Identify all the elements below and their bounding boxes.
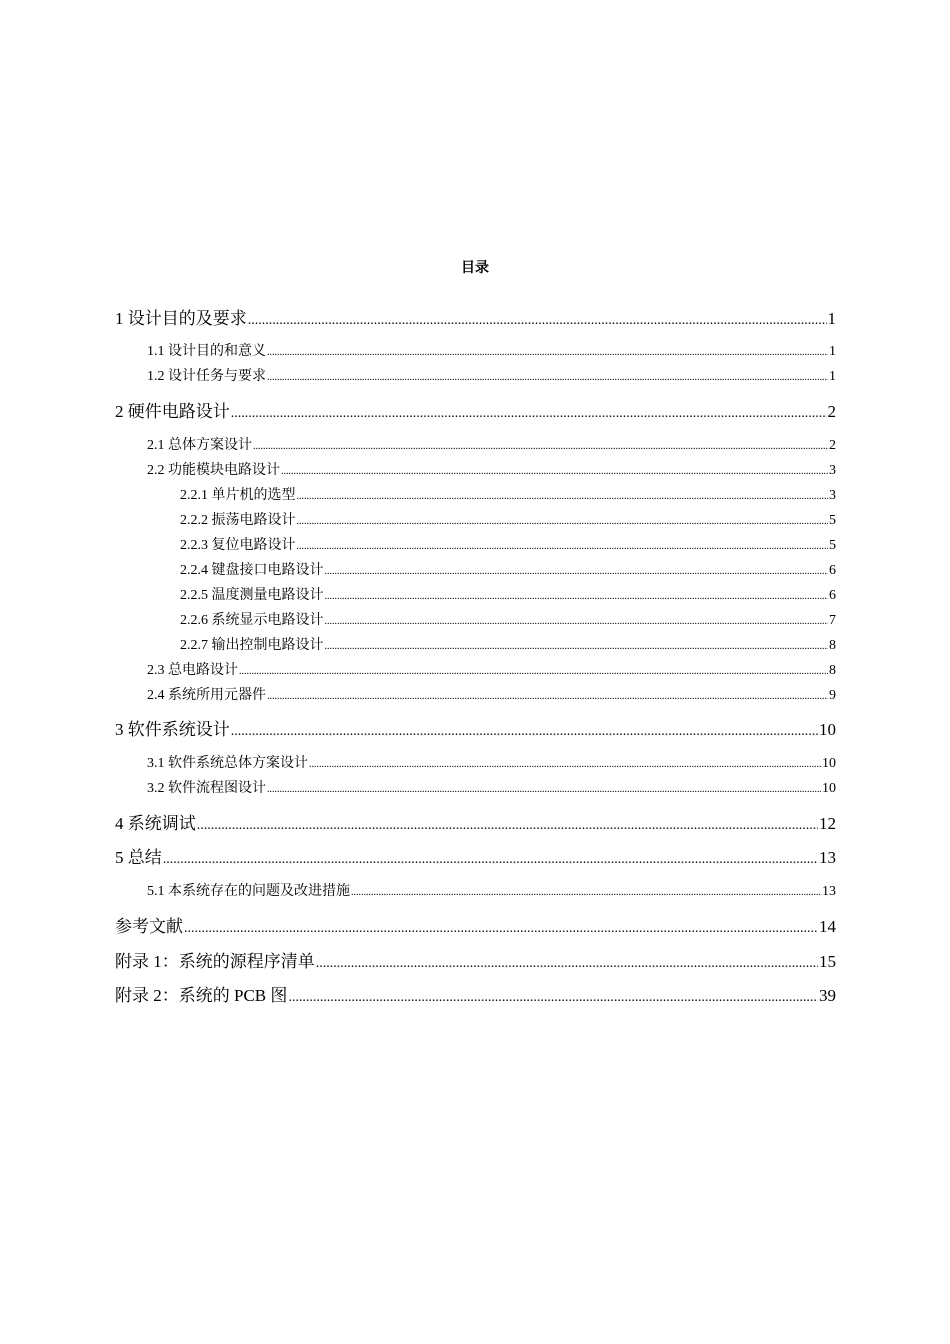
toc-entry-page: 2	[827, 402, 836, 421]
toc-entry-label: 2.4 系统所用元器件	[147, 688, 266, 703]
toc-entry-label: 3.1 软件系统总体方案设计	[147, 756, 308, 771]
toc-entry-label: 5.1 本系统存在的问题及改进措施	[147, 884, 350, 899]
toc-entry-page: 10	[819, 720, 836, 739]
toc-entry-page: 39	[819, 986, 836, 1005]
dot-leader	[297, 488, 829, 506]
toc-entry-2-3[interactable]	[0, 662, 950, 681]
toc-entry-label: 4 系统调试	[115, 814, 196, 833]
dot-leader	[325, 588, 829, 606]
toc-entry-label: 5 总结	[115, 848, 162, 867]
toc-entry-appendix-1[interactable]	[0, 952, 950, 974]
toc-entry-ch1[interactable]	[0, 309, 950, 331]
toc-entry-label: 2.2.2 振荡电路设计	[180, 513, 296, 528]
toc-entry-page: 9	[829, 688, 836, 703]
dot-leader	[297, 513, 829, 531]
toc-entry-page: 6	[829, 563, 836, 578]
toc-entry-1-1[interactable]	[0, 343, 950, 362]
dot-leader	[267, 688, 828, 706]
toc-entry-appendix-2[interactable]	[0, 986, 950, 1008]
dot-leader	[288, 988, 818, 1008]
dot-leader	[281, 463, 828, 481]
toc-entry-ch2[interactable]	[0, 402, 950, 424]
toc-entry-references[interactable]	[0, 917, 950, 939]
toc-entry-page: 2	[829, 438, 836, 453]
toc-entry-2-2-2[interactable]	[0, 512, 950, 531]
dot-leader	[253, 438, 828, 456]
toc-entry-ch4[interactable]	[0, 814, 950, 836]
toc-entry-page: 7	[829, 613, 836, 628]
toc-entry-3-1[interactable]	[0, 755, 950, 774]
toc-entry-page: 1	[829, 344, 836, 359]
toc-entry-page: 10	[822, 756, 836, 771]
dot-leader	[309, 756, 821, 774]
toc-entry-page: 14	[819, 917, 836, 936]
dot-leader	[248, 311, 827, 331]
dot-leader	[163, 850, 818, 870]
toc-entry-2-2-4[interactable]	[0, 562, 950, 581]
toc-title: 目录	[461, 260, 489, 276]
dot-leader	[325, 563, 829, 581]
toc-entry-2-2[interactable]	[0, 462, 950, 481]
toc-entry-label: 2.3 总电路设计	[147, 663, 238, 678]
dot-leader	[239, 663, 828, 681]
toc-entry-page: 3	[829, 463, 836, 478]
toc-entry-page: 6	[829, 588, 836, 603]
toc-entry-page: 5	[829, 513, 836, 528]
toc-entry-label: 1.1 设计目的和意义	[147, 344, 266, 359]
toc-entry-ch5[interactable]	[0, 848, 950, 870]
toc-entry-page: 13	[822, 884, 836, 899]
toc-entry-3-2[interactable]	[0, 780, 950, 799]
toc-entry-label: 2.2.5 温度测量电路设计	[180, 588, 324, 603]
dot-leader	[316, 954, 818, 974]
toc-entry-label: 3.2 软件流程图设计	[147, 781, 266, 796]
toc-entry-label: 2.2.4 键盘接口电路设计	[180, 563, 324, 578]
toc-entry-label: 2.1 总体方案设计	[147, 438, 252, 453]
toc-entry-2-1[interactable]	[0, 437, 950, 456]
toc-entry-5-1[interactable]	[0, 883, 950, 902]
toc-entry-label: 附录 2：系统的 PCB 图	[115, 986, 288, 1005]
toc-entry-2-2-1[interactable]	[0, 487, 950, 506]
dot-leader	[231, 722, 818, 742]
toc-entry-2-2-3[interactable]	[0, 537, 950, 556]
dot-leader	[267, 369, 828, 387]
dot-leader	[184, 919, 818, 939]
toc-entry-page: 10	[822, 781, 836, 796]
toc-entry-ch3[interactable]	[0, 720, 950, 742]
toc-entry-label: 2.2.6 系统显示电路设计	[180, 613, 324, 628]
toc-entry-label: 2.2.7 输出控制电路设计	[180, 638, 324, 653]
toc-entry-2-4[interactable]	[0, 687, 950, 706]
toc-entry-page: 1	[827, 309, 836, 328]
toc-entry-label: 2.2.1 单片机的选型	[180, 488, 296, 503]
toc-entry-page: 12	[819, 814, 836, 833]
toc-entry-label: 2.2.3 复位电路设计	[180, 538, 296, 553]
toc-entry-label: 1 设计目的及要求	[115, 309, 247, 328]
toc-entry-page: 3	[829, 488, 836, 503]
toc-entry-page: 13	[819, 848, 836, 867]
dot-leader	[297, 538, 829, 556]
toc-entry-2-2-5[interactable]	[0, 587, 950, 606]
dot-leader	[351, 884, 821, 902]
toc-entry-page: 8	[829, 663, 836, 678]
dot-leader	[267, 344, 828, 362]
toc-entry-2-2-6[interactable]	[0, 612, 950, 631]
toc-entry-label: 2.2 功能模块电路设计	[147, 463, 280, 478]
dot-leader	[267, 781, 821, 799]
toc-entry-page: 5	[829, 538, 836, 553]
toc-entry-label: 1.2 设计任务与要求	[147, 369, 266, 384]
toc-entry-page: 8	[829, 638, 836, 653]
toc-entry-label: 参考文献	[115, 917, 183, 936]
dot-leader	[325, 613, 829, 631]
toc-entry-label: 3 软件系统设计	[115, 720, 230, 739]
toc-entry-1-2[interactable]	[0, 368, 950, 387]
toc-entry-label: 附录 1：系统的源程序清单	[115, 952, 315, 971]
toc-entry-page: 1	[829, 369, 836, 384]
toc-entry-2-2-7[interactable]	[0, 637, 950, 656]
dot-leader	[197, 816, 818, 836]
toc-entry-page: 15	[819, 952, 836, 971]
dot-leader	[325, 638, 829, 656]
dot-leader	[231, 404, 827, 424]
toc-entry-label: 2 硬件电路设计	[115, 402, 230, 421]
